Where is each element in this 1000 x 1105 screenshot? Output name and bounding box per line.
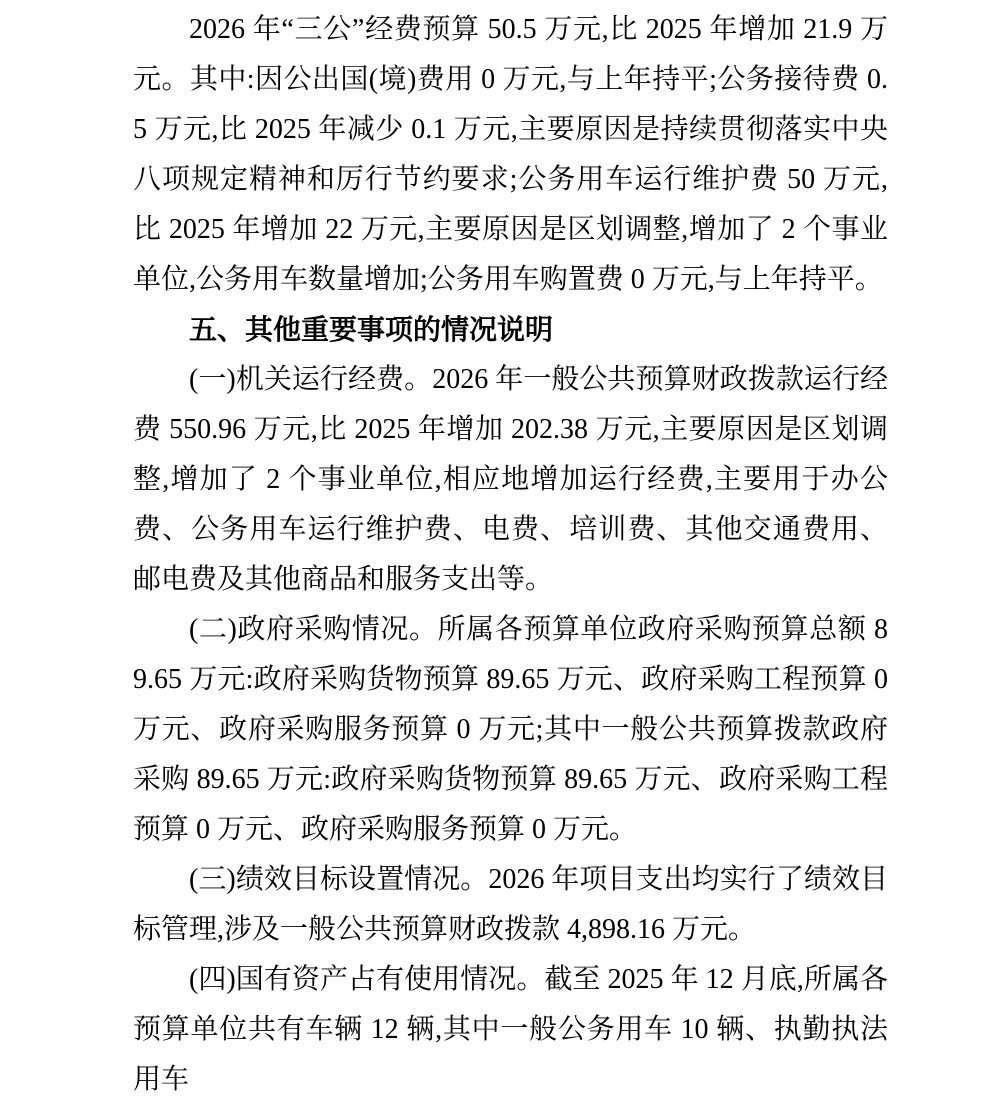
paragraph-performance-targets: (三)绩效目标设置情况。2026 年项目支出均实行了绩效目标管理,涉及一般公共预算财政拨款 4,898.16 万元。	[133, 864, 888, 945]
paragraph-agency-operating-expense: (一)机关运行经费。2026 年一般公共预算财政拨款运行经费 550.96 万元,比 2025 年增加 202.38 万元,主要原因是区划调整,增加了 2 个事业单位,相应地增加运行经费,主要用于办公费、公务用车运行维护费、电费、培训费、其他交通费用、邮电费及其他商品和服务支出等。	[133, 364, 888, 595]
paragraph-sangong-expense-budget: 2026 年“三公”经费预算 50.5 万元,比 2025 年增加 21.9 万元。其中:因公出国(境)费用 0 万元,与上年持平;公务接待费 0.5 万元,比 2025 年减少 0.1 万元,主要原因是持续贯彻落实中央八项规定精神和厉行节约要求;公务用车运行维护费 50 万元,比 2025 年增加 22 万元,主要原因是区划调整,增加了 2 个事业单位,公务用车数量增加;公务用车购置费 0 万元,与上年持平。	[133, 14, 888, 295]
paragraph-state-owned-assets: (四)国有资产占有使用情况。截至 2025 年 12 月底,所属各预算单位共有车辆 12 辆,其中一般公务用车 10 辆、执勤执法用车	[133, 964, 888, 1095]
paragraph-government-procurement: (二)政府采购情况。所属各预算单位政府采购预算总额 89.65 万元:政府采购货物预算 89.65 万元、政府采购工程预算 0 万元、政府采购服务预算 0 万元;其中一般公共预算拨款政府采购 89.65 万元:政府采购货物预算 89.65 万元、政府采购工程预算 0 万元、政府采购服务预算 0 万元。	[133, 614, 888, 845]
section-heading-other-important-matters: 五、其他重要事项的情况说明	[189, 314, 554, 345]
